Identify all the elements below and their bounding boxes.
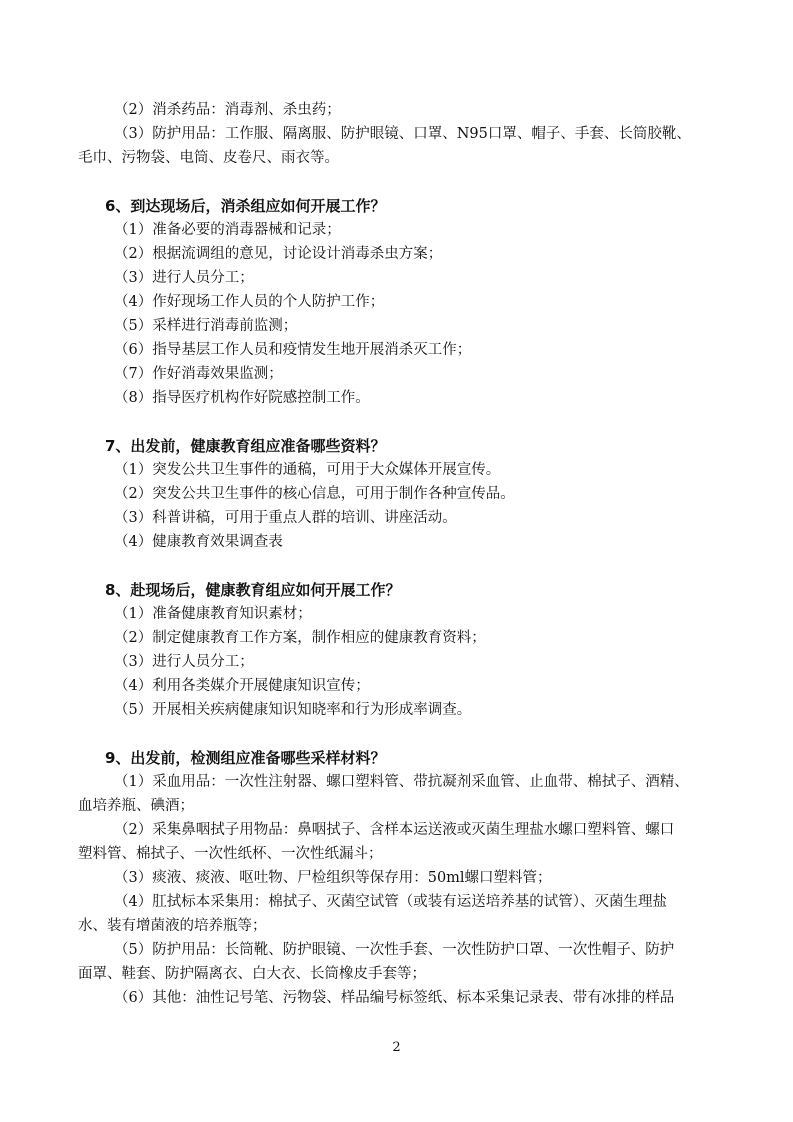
list-item: （1）采血用品：一次性注射器、螺口塑料管、带抗凝剂采血管、止血带、棉拭子、酒精、 [114,774,689,790]
list-item: （1）准备必要的消毒器械和记录； [114,222,341,238]
list-item: （2）消杀药品：消毒剂、杀虫药； [114,102,341,118]
question-9-heading: 9、出发前，检测组应准备哪些采样材料？ [105,749,386,767]
list-item: （6）其他：油性记号笔、污物袋、样品编号标签纸、标本采集记录表、带有冰排的样品 [114,990,675,1006]
list-item: （8）指导医疗机构作好院感控制工作。 [114,390,370,406]
page-number: 2 [392,1040,401,1055]
list-item-continuation: 毛巾、污物袋、电筒、皮卷尺、雨衣等。 [78,150,339,166]
list-item: （2）采集鼻咽拭子用物品：鼻咽拭子、含样本运送液或灭菌生理盐水螺口塑料管、螺口 [114,822,675,838]
list-item: （3）进行人员分工； [114,654,254,670]
list-item: （7）作好消毒效果监测； [114,366,283,382]
list-item-continuation: 面罩、鞋套、防护隔离衣、白大衣、长筒橡皮手套等； [78,966,426,982]
list-item-continuation: 血培养瓶、碘酒； [78,798,194,814]
list-item: （2）突发公共卫生事件的核心信息，可用于制作各种宣传品。 [114,486,515,502]
list-item: （5）采样进行消毒前监测； [114,318,298,334]
list-item: （2）根据流调组的意见，讨论设计消毒杀虫方案； [114,246,443,262]
question-7-heading: 7、出发前，健康教育组应准备哪些资料？ [105,437,386,455]
list-item: （3）痰液、痰液、呕吐物、尸检组织等保存用：50ml螺口塑料管； [114,870,552,886]
list-item: （4）利用各类媒介开展健康知识宣传； [114,678,370,694]
list-item: （4）健康教育效果调查表 [114,534,283,550]
list-item: （2）制定健康教育工作方案，制作相应的健康教育资料； [114,630,486,646]
list-item: （3）进行人员分工； [114,270,254,286]
list-item: （3）科普讲稿，可用于重点人群的培训、讲座活动。 [114,510,457,526]
list-item: （3）防护用品：工作服、隔离服、防护眼镜、口罩、N95口罩、帽子、手套、长筒胶靴、 [114,126,691,142]
list-item: （1）突发公共卫生事件的通稿，可用于大众媒体开展宣传。 [114,462,501,478]
list-item: （4）肛拭标本采集用：棉拭子、灭菌空试管（或装有运送培养基的试管）、灭菌生理盐 [114,894,667,910]
question-6-heading: 6、到达现场后，消杀组应如何开展工作？ [105,197,386,215]
question-8-heading: 8、赴现场后，健康教育组应如何开展工作？ [105,581,401,599]
list-item: （1）准备健康教育知识素材； [114,606,312,622]
list-item: （5）开展相关疾病健康知识知晓率和行为形成率调查。 [114,702,472,718]
list-item: （6）指导基层工作人员和疫情发生地开展消杀灭工作； [114,342,472,358]
list-item: （5）防护用品：长筒靴、防护眼镜、一次性手套、一次性防护口罩、一次性帽子、防护 [114,942,675,958]
list-item-continuation: 水、装有增菌液的培养瓶等； [78,918,267,934]
list-item: （4）作好现场工作人员的个人防护工作； [114,294,385,310]
list-item-continuation: 塑料管、棉拭子、一次性纸杯、一次性纸漏斗； [78,846,383,862]
